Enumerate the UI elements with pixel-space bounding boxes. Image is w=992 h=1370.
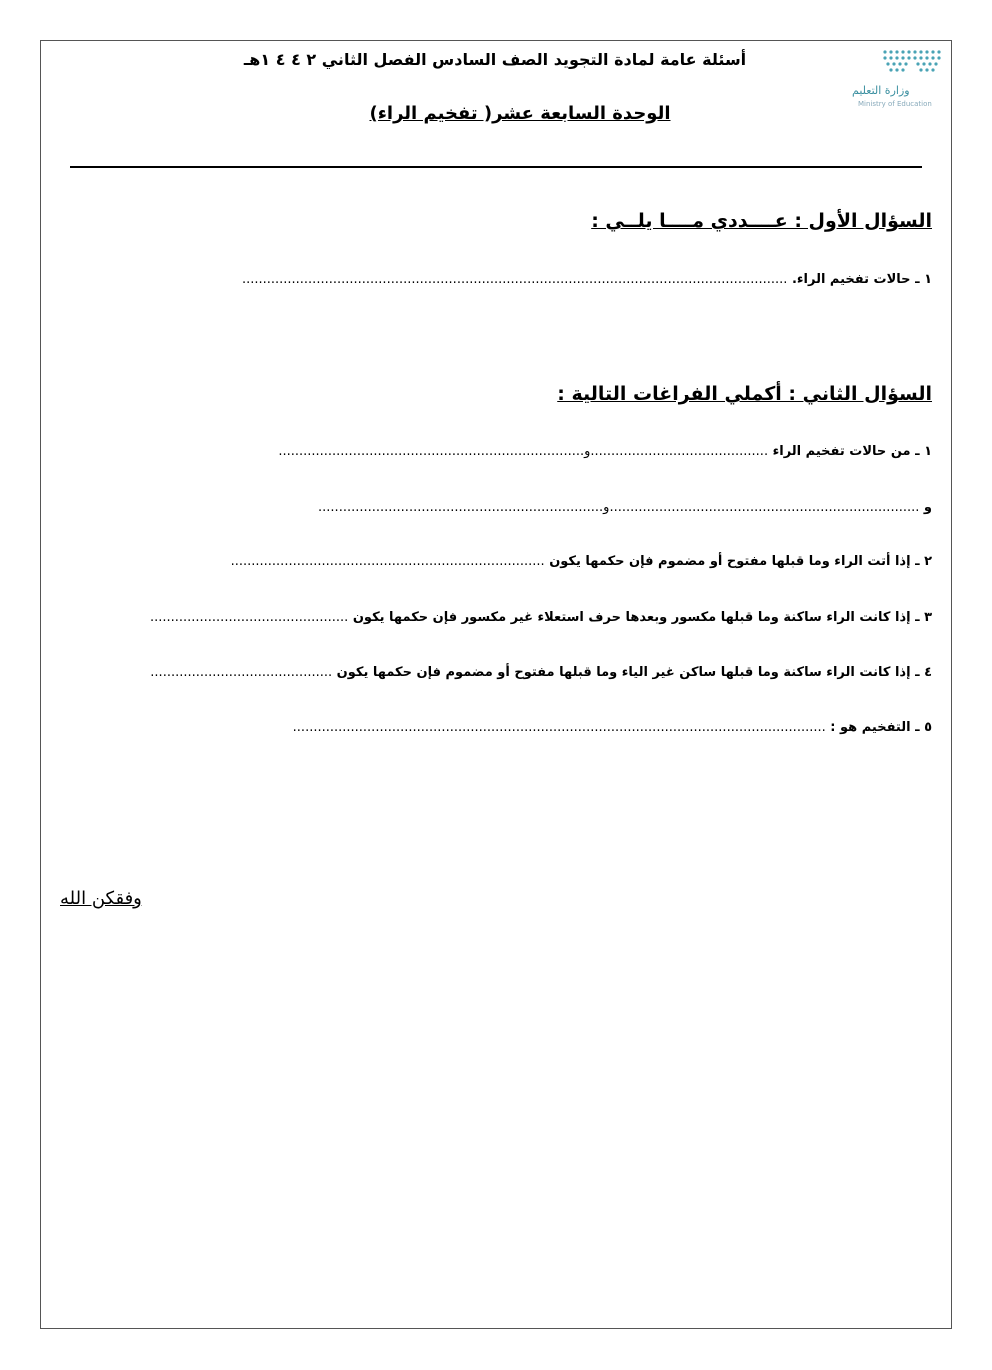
- answer-blank[interactable]: ............................................: [150, 665, 333, 680]
- answer-blank[interactable]: ............................................................................: [230, 554, 545, 569]
- question-2-item-3: [150, 610, 932, 625]
- question-1-item-1: [242, 272, 932, 287]
- question-text: و: [923, 500, 932, 515]
- question-2-item-5: [293, 720, 932, 735]
- answer-blank[interactable]: ...........................................................................و.....................................................................: [318, 500, 920, 515]
- page-frame: [40, 40, 952, 1329]
- question-2-item-1: [278, 444, 932, 459]
- logo-subtext: Ministry of Education: [858, 100, 932, 108]
- question-text: ١ ـ من حالات تفخيم الراء: [772, 444, 932, 459]
- logo-dots-icon: [845, 46, 945, 86]
- question-text: ٥ ـ التفخيم هو :: [830, 720, 932, 735]
- answer-blank[interactable]: ...........................................و..........................................................................: [278, 444, 769, 459]
- closing-note: وفقكن الله: [60, 888, 142, 909]
- answer-blank[interactable]: ....................................................................................................................................: [241, 272, 788, 287]
- logo-text: وزارة التعليم: [852, 84, 910, 97]
- question-text: ٢ ـ إذا أتت الراء وما قبلها مفتوح أو مضموم فإن حكمها يكون: [549, 554, 932, 569]
- question-2-item-1-continued: [318, 500, 932, 515]
- question-text: ٣ ـ إذا كانت الراء ساكنة وما قبلها مكسور وبعدها حرف استعلاء غير مكسور فإن حكمها يكون: [352, 610, 932, 625]
- question-2-heading: السؤال الثاني : أكملي الفراغات التالية :: [557, 383, 932, 405]
- answer-blank[interactable]: .................................................................................................................................: [292, 720, 826, 735]
- page-title: أسئلة عامة لمادة التجويد الصف السادس الفصل الثاني ٢ ٤ ٤ ١هـ: [243, 50, 747, 69]
- question-2-item-4: [150, 665, 932, 680]
- unit-title: الوحدة السابعة عشر( تفخيم الراء): [369, 103, 671, 124]
- answer-blank[interactable]: ................................................: [149, 610, 349, 625]
- question-2-item-2: [231, 554, 932, 569]
- question-text: ١ ـ حالات تفخيم الراء.: [791, 272, 932, 287]
- divider: [70, 166, 922, 168]
- question-text: ٤ ـ إذا كانت الراء ساكنة وما قبلها ساكن غير الياء وما قبلها مفتوح أو مضموم فإن حكمها يكون: [336, 665, 932, 680]
- question-1-heading: السؤال الأول : عــــددي مــــا يلــي :: [591, 210, 932, 232]
